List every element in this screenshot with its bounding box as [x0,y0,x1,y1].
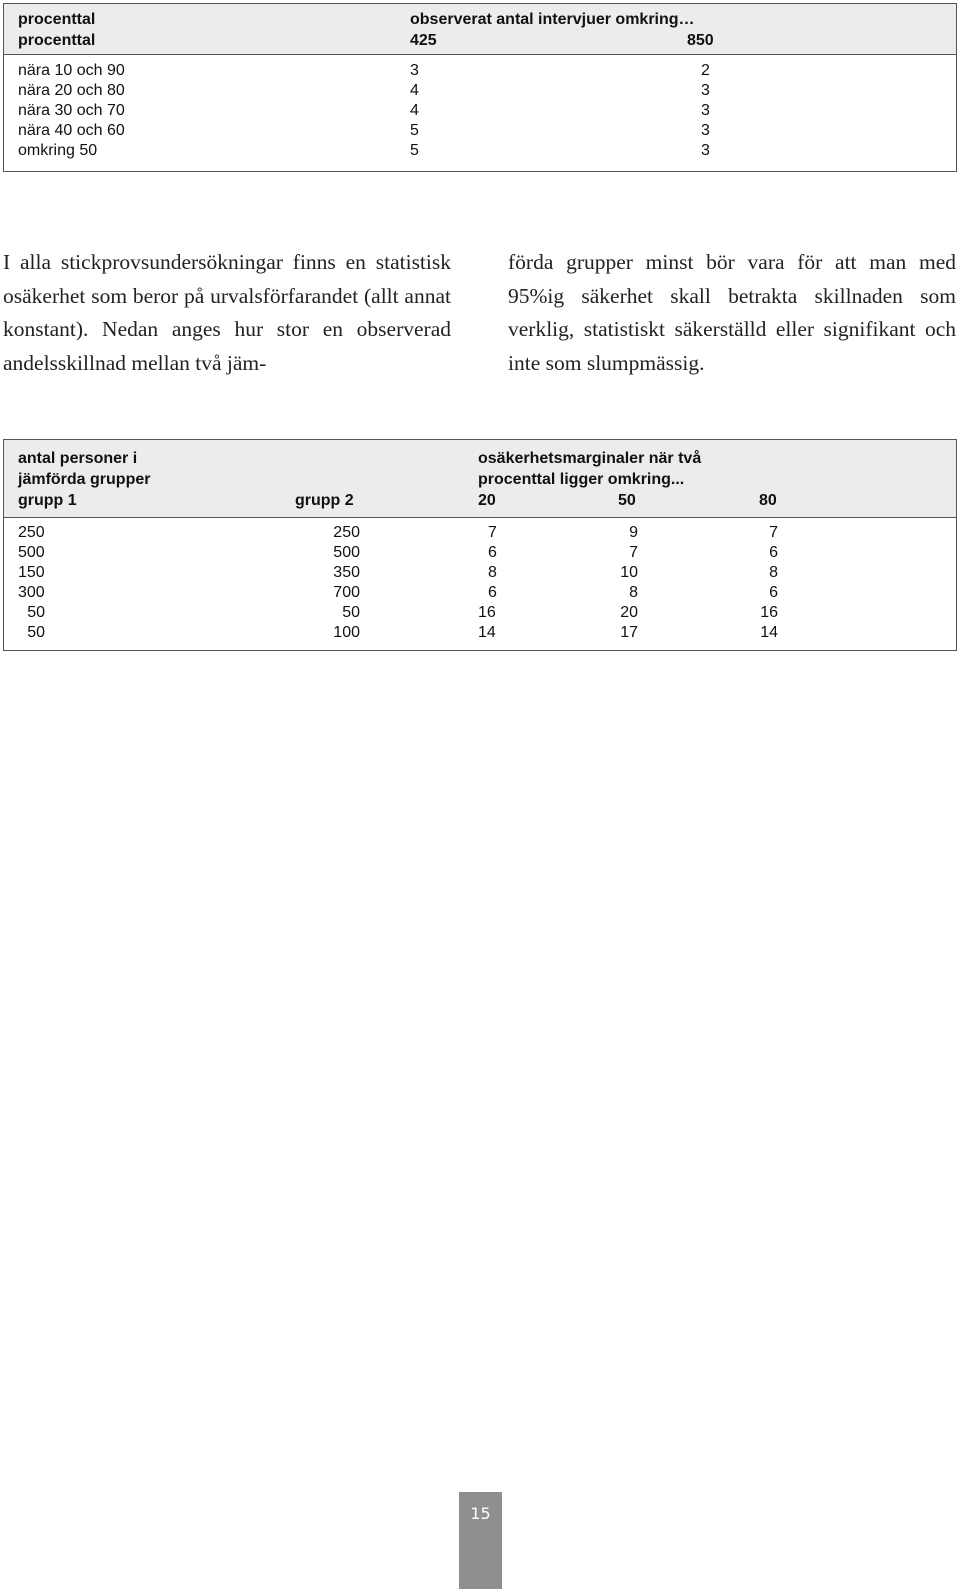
row-value-425: 3 [410,62,419,79]
body-text-right-column [508,246,956,380]
row-pct-20: 8 [488,564,497,581]
header-compared-groups: jämförda grupper [18,471,151,488]
row-pct-20: 16 [478,604,496,621]
table-sample-size-uncertainty [3,3,957,172]
row-grupp-1: 150 [18,564,45,581]
row-pct-50: 8 [629,584,638,601]
row-value-425: 4 [410,102,419,119]
row-label: nära 40 och 60 [18,122,125,139]
row-pct-20: 6 [488,584,497,601]
row-pct-80: 8 [769,564,778,581]
row-pct-20: 6 [488,544,497,561]
row-pct-50: 10 [620,564,638,581]
row-pct-80: 14 [760,624,778,641]
row-pct-20: 7 [488,524,497,541]
header-grupp-2: grupp 2 [295,492,354,509]
row-pct-20: 14 [478,624,496,641]
row-pct-50: 7 [629,544,638,561]
row-value-850: 2 [701,62,710,79]
row-value-850: 3 [701,142,710,159]
row-grupp-1: 250 [18,524,45,541]
header-425: 425 [410,32,437,49]
row-grupp-1: 50 [27,604,45,621]
paragraph: I alla stickprovsundersökningar finns en statistisk osäkerhet som beror på urvalsförfarandet (allt annat konstant). Nedan anges hur stor en observerad andelsskillnad mellan två jäm- [3,250,451,375]
header-850: 850 [687,32,714,49]
row-pct-50: 20 [620,604,638,621]
row-pct-50: 17 [620,624,638,641]
row-value-850: 3 [701,122,710,139]
row-grupp-1: 300 [18,584,45,601]
header-procenttal-2: procenttal [18,32,96,49]
row-label: nära 20 och 80 [18,82,125,99]
row-value-850: 3 [701,82,710,99]
header-pct-50: 50 [618,492,636,509]
row-grupp-2: 250 [333,524,360,541]
row-pct-80: 16 [760,604,778,621]
row-pct-80: 6 [769,544,778,561]
page-number: 15 [470,1504,491,1523]
header-observed-interviews: observerat antal intervjuer omkring… [410,11,695,28]
body-text-left-column [3,246,451,380]
row-value-425: 4 [410,82,419,99]
row-grupp-2: 350 [333,564,360,581]
row-label: nära 10 och 90 [18,62,125,79]
row-grupp-1: 50 [27,624,45,641]
row-grupp-2: 700 [333,584,360,601]
header-procenttal: procenttal [18,11,96,28]
row-value-425: 5 [410,122,419,139]
row-value-425: 5 [410,142,419,159]
row-pct-80: 6 [769,584,778,601]
paragraph: förda grupper minst bör vara för att man med 95%ig säkerhet skall betrakta skillnaden som verklig, statistiskt säkerställd eller signifikant och inte som slumpmässig. [508,250,956,375]
header-grupp-1: grupp 1 [18,492,77,509]
row-label: nära 30 och 70 [18,102,125,119]
row-value-850: 3 [701,102,710,119]
header-uncertainty-margins: osäkerhetsmarginaler när två [478,450,702,467]
row-pct-50: 9 [629,524,638,541]
row-grupp-2: 100 [333,624,360,641]
header-pct-20: 20 [478,492,496,509]
table-group-comparison-margins [3,439,957,651]
row-grupp-2: 500 [333,544,360,561]
row-grupp-2: 50 [342,604,360,621]
row-pct-80: 7 [769,524,778,541]
row-grupp-1: 500 [18,544,45,561]
page-number-tab [459,1492,502,1589]
header-antal-personer: antal personer i [18,450,138,467]
header-percentages-around: procenttal ligger omkring... [478,471,685,488]
header-pct-80: 80 [759,492,777,509]
row-label: omkring 50 [18,142,98,159]
